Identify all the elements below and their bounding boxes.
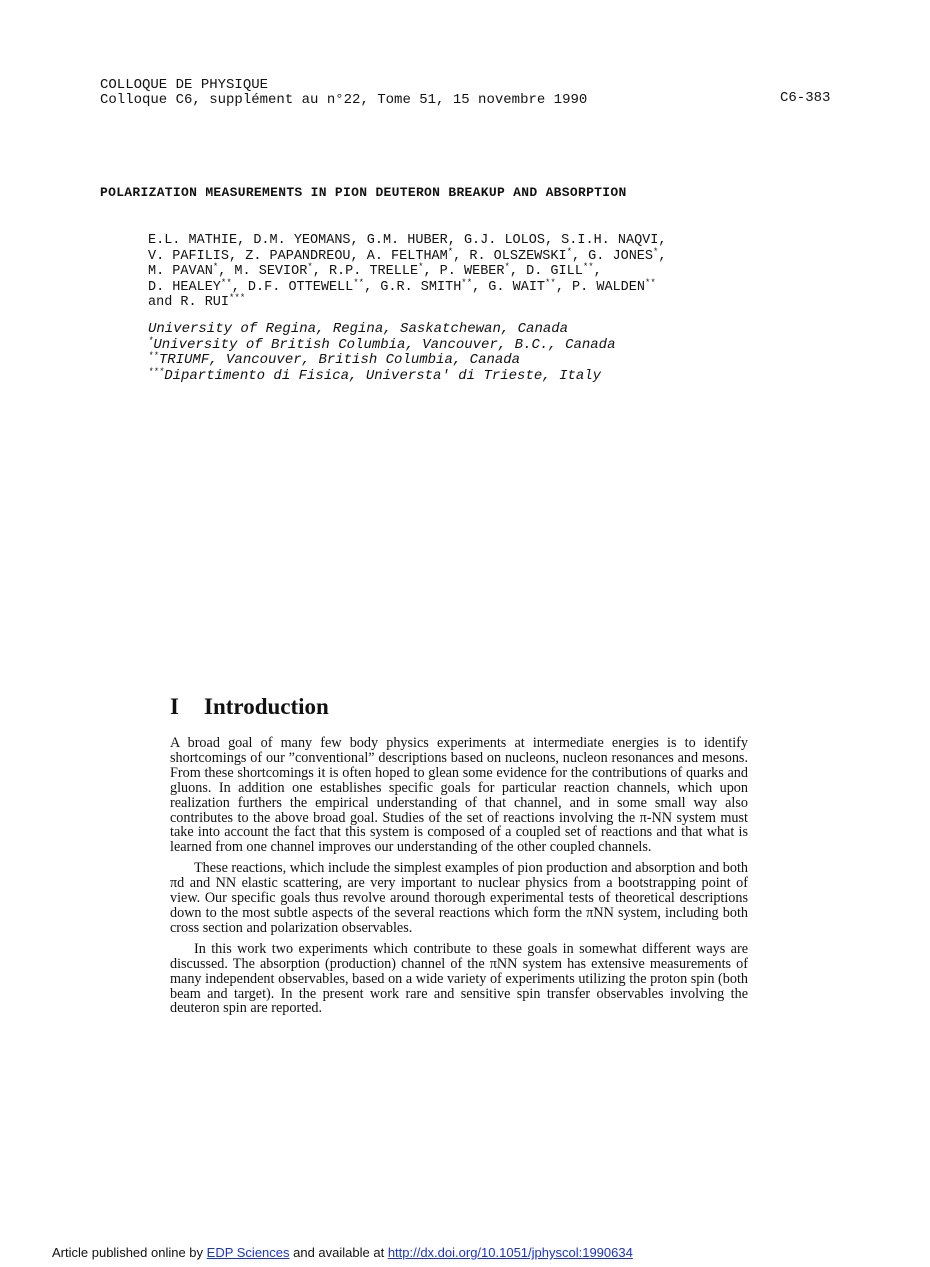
author-line-5: and R. RUI***: [148, 293, 246, 311]
section-number: I: [170, 694, 179, 719]
affiliation-regina: University of Regina, Regina, Saskatchewan, Canada: [148, 321, 569, 337]
affiliation-triumf: **TRIUMF, Vancouver, British Columbia, Canada: [148, 351, 521, 368]
journal-header: [100, 78, 587, 108]
journal-name: COLLOQUE DE PHYSIQUE: [100, 77, 269, 93]
journal-issue: Colloque C6, supplément au n°22, Tome 51, 15 novembre 1990: [100, 92, 588, 108]
page-number: C6-383: [780, 90, 831, 106]
author-line-2: V. PAFILIS, Z. PAPANDREOU, A. FELTHAM*, R. OLSZEWSKI*, G. JONES*,: [148, 246, 667, 264]
affiliation-trieste: ***Dipartimento di Fisica, Universta' di Trieste, Italy: [148, 366, 602, 384]
affiliation-list: [148, 322, 615, 384]
section-title: Introduction: [204, 694, 329, 719]
doi-link[interactable]: http://dx.doi.org/10.1051/jphyscol:1990634: [387, 1245, 633, 1260]
publisher-link[interactable]: EDP Sciences: [206, 1245, 290, 1260]
author-list: [148, 233, 667, 311]
author-line-3: M. PAVAN*, M. SEVIOR*, R.P. TRELLE*, P. WEBER*, D. GILL**,: [148, 262, 602, 280]
section-body: [170, 736, 748, 1022]
paragraph-1: A broad goal of many few body physics experiments at intermediate energies is to identify shortcomings of our ”conventional” descriptions based on nucleons, nucleon resonances and mesons. From these shortcomings it is often hoped to glean some evidence for the contributions of quarks and gluons. In addition one establishes specific goals for particular reaction channels, which upon realization furthers the empirical understanding of that channel, and in some small way also contributes to the above broad goal. Studies of the set of reactions involving the π-NN system must take into account the fact that this system is composed of a coupled set of reactions and that what is learned from one channel improves our understanding of the other coupled channels.: [170, 735, 748, 856]
paragraph-2: These reactions, which include the simplest examples of pion production and absorption and both πd and NN elastic scattering, are very important to nuclear physics from a bootstrapping point of view. Our specific goals thus revolve around thorough experimental tests of theoretical descriptions down to the most subtle aspects of the several reactions which form the πNN system, including both cross section and polarization observables.: [170, 860, 748, 936]
author-line-4: D. HEALEY**, D.F. OTTEWELL**, G.R. SMITH**, G. WAIT**, P. WALDEN**: [148, 277, 656, 295]
affiliation-ubc: *University of British Columbia, Vancouver, B.C., Canada: [148, 335, 616, 353]
author-line-1: E.L. MATHIE, D.M. YEOMANS, G.M. HUBER, G.J. LOLOS, S.I.H. NAQVI,: [148, 233, 667, 248]
publication-footer: Article published online by EDP Sciences and available at http://dx.doi.org/10.1051/jphyscol:1990634: [52, 1245, 633, 1260]
section-heading: [170, 694, 329, 720]
paragraph-3: In this work two experiments which contribute to these goals in somewhat different ways are discussed. The absorption (production) channel of the πNN system has extensive measurements of many independent observables, based on a wide variety of experiments utilizing the proton spin (both beam and target). In the present work rare and sensitive spin transfer observables involving the deuteron spin are reported.: [170, 940, 748, 1017]
paper-title: POLARIZATION MEASUREMENTS IN PION DEUTERON BREAKUP AND ABSORPTION: [100, 185, 627, 200]
